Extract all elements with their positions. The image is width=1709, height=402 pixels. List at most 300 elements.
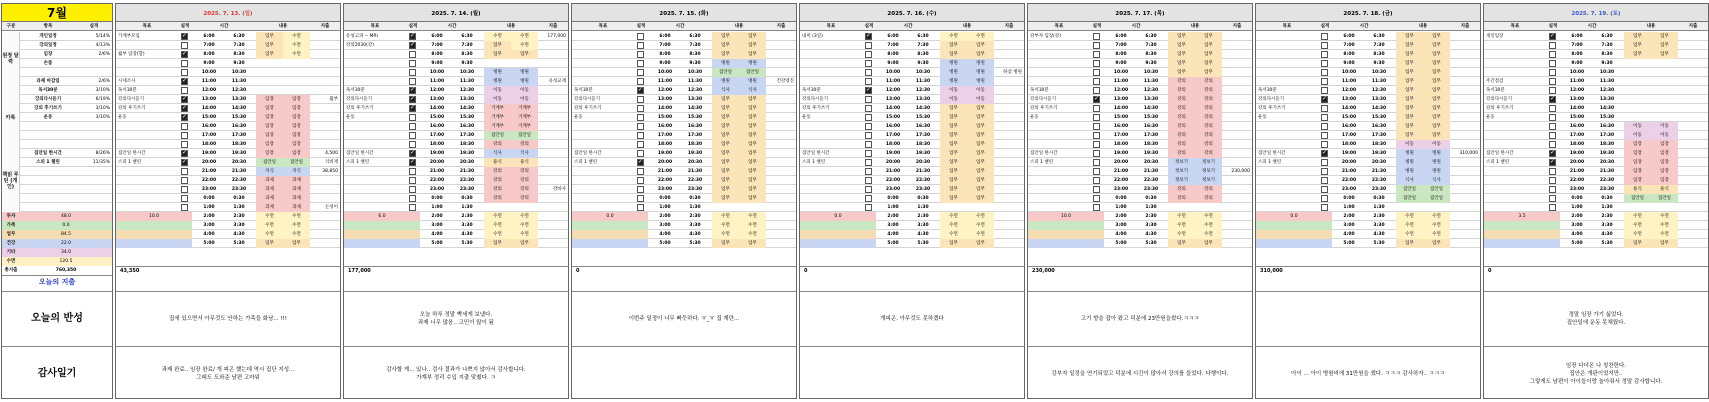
activity-cell[interactable]: 업무 xyxy=(940,131,967,140)
expense-cell[interactable] xyxy=(1450,122,1480,131)
activity-cell[interactable]: 업무 xyxy=(739,158,766,167)
done-checkbox[interactable] xyxy=(865,114,872,121)
expense-cell[interactable] xyxy=(994,176,1024,185)
activity-cell[interactable]: 업무 xyxy=(283,239,310,248)
activity-cell[interactable]: 정보기 xyxy=(1195,176,1222,185)
activity-cell[interactable]: 업무 xyxy=(256,239,283,248)
activity-cell[interactable]: 업무 xyxy=(256,50,283,59)
activity-cell[interactable]: 업무 xyxy=(1168,50,1195,59)
activity-cell[interactable]: 업무 xyxy=(1423,104,1450,113)
expense-cell[interactable] xyxy=(766,239,796,248)
activity-cell[interactable]: 수면 xyxy=(283,212,310,221)
activity-cell[interactable] xyxy=(283,59,310,68)
activity-cell[interactable]: 과제 xyxy=(256,203,283,212)
activity-cell[interactable]: 업무 xyxy=(1396,104,1423,113)
expense-cell[interactable] xyxy=(1222,212,1252,221)
activity-cell[interactable]: 강의 xyxy=(1168,194,1195,203)
activity-cell[interactable]: 업무 xyxy=(1624,32,1651,41)
activity-cell[interactable]: 업무 xyxy=(1423,239,1450,248)
activity-cell[interactable]: 병원 xyxy=(967,59,994,68)
activity-cell[interactable]: 업무 xyxy=(967,113,994,122)
done-checkbox[interactable] xyxy=(637,105,644,112)
expense-cell[interactable] xyxy=(538,221,568,230)
done-checkbox[interactable] xyxy=(1549,105,1556,112)
activity-cell[interactable]: 과제 xyxy=(283,176,310,185)
activity-cell[interactable]: 임장 xyxy=(1651,167,1678,176)
expense-cell[interactable] xyxy=(1222,158,1252,167)
activity-cell[interactable]: 거계부 xyxy=(484,113,511,122)
expense-cell[interactable] xyxy=(766,167,796,176)
activity-cell[interactable]: 업무 xyxy=(967,149,994,158)
activity-cell[interactable]: 수면 xyxy=(484,230,511,239)
activity-cell[interactable]: 강의 xyxy=(1195,104,1222,113)
activity-cell[interactable]: 업무 xyxy=(1423,32,1450,41)
expense-cell[interactable] xyxy=(1222,140,1252,149)
activity-cell[interactable]: 업무 xyxy=(1396,77,1423,86)
done-checkbox[interactable] xyxy=(637,132,644,139)
activity-cell[interactable]: 거계부 xyxy=(511,113,538,122)
expense-cell[interactable]: 강바사 xyxy=(552,187,566,192)
done-checkbox[interactable] xyxy=(1549,69,1556,76)
expense-cell[interactable] xyxy=(1678,149,1708,158)
expense-cell[interactable] xyxy=(766,113,796,122)
activity-cell[interactable]: 수면 xyxy=(1651,230,1678,239)
activity-cell[interactable]: 병원 xyxy=(1423,167,1450,176)
activity-cell[interactable]: 강의 xyxy=(1168,77,1195,86)
expense-cell[interactable] xyxy=(1678,68,1708,77)
activity-cell[interactable]: 병원 xyxy=(484,77,511,86)
activity-cell[interactable]: 집안일 xyxy=(1423,194,1450,203)
activity-cell[interactable]: 임장 xyxy=(256,95,283,104)
expense-cell[interactable] xyxy=(310,221,340,230)
done-checkbox[interactable] xyxy=(1321,159,1328,166)
expense-cell[interactable] xyxy=(1450,167,1480,176)
done-checkbox[interactable] xyxy=(637,177,644,184)
activity-cell[interactable]: 업무 xyxy=(1651,41,1678,50)
done-checkbox[interactable] xyxy=(1321,105,1328,112)
expense-cell[interactable] xyxy=(538,149,568,158)
expense-cell[interactable] xyxy=(1222,86,1252,95)
expense-cell[interactable] xyxy=(1222,185,1252,194)
activity-cell[interactable]: 수면 xyxy=(1651,212,1678,221)
expense-cell[interactable] xyxy=(1450,41,1480,50)
activity-cell[interactable] xyxy=(1624,86,1651,95)
done-checkbox[interactable] xyxy=(865,195,872,202)
activity-cell[interactable]: 업무 xyxy=(739,131,766,140)
activity-cell[interactable]: 업무 xyxy=(1168,41,1195,50)
activity-cell[interactable]: 강의 xyxy=(1195,77,1222,86)
activity-cell[interactable]: 업무 xyxy=(1195,239,1222,248)
activity-cell[interactable]: 강의 xyxy=(1195,86,1222,95)
activity-cell[interactable]: 강의 xyxy=(511,167,538,176)
activity-cell[interactable]: 수면 xyxy=(1168,221,1195,230)
activity-cell[interactable]: 업무 xyxy=(712,140,739,149)
done-checkbox[interactable] xyxy=(181,33,188,40)
done-checkbox[interactable] xyxy=(1093,69,1100,76)
activity-cell[interactable]: 강의 xyxy=(1168,113,1195,122)
done-checkbox[interactable] xyxy=(1549,168,1556,175)
expense-cell[interactable] xyxy=(1450,32,1480,41)
activity-cell[interactable]: 업무 xyxy=(940,41,967,50)
expense-cell[interactable] xyxy=(538,140,568,149)
done-checkbox[interactable] xyxy=(865,186,872,193)
activity-cell[interactable]: 업무 xyxy=(739,185,766,194)
expense-cell[interactable]: 4,500 xyxy=(325,151,338,156)
activity-cell[interactable]: 이동 xyxy=(940,86,967,95)
activity-cell[interactable]: 업무 xyxy=(967,239,994,248)
activity-cell[interactable]: 수면 xyxy=(283,230,310,239)
activity-cell[interactable]: 수면 xyxy=(283,32,310,41)
done-checkbox[interactable] xyxy=(1549,177,1556,184)
done-checkbox[interactable] xyxy=(409,195,416,202)
done-checkbox[interactable] xyxy=(409,132,416,139)
done-checkbox[interactable] xyxy=(865,60,872,67)
activity-cell[interactable]: 집안일 xyxy=(511,131,538,140)
expense-cell[interactable] xyxy=(1450,86,1480,95)
activity-cell[interactable]: 수면 xyxy=(1624,221,1651,230)
day-reflection[interactable]: 고기 향을 잡아 왔고 덕분에 23만원을썼다.ㅋㅋㅋ xyxy=(1028,291,1252,346)
done-checkbox[interactable] xyxy=(1093,150,1100,157)
activity-cell[interactable]: 업무 xyxy=(256,41,283,50)
expense-cell[interactable] xyxy=(1450,77,1480,86)
activity-cell[interactable]: 업무 xyxy=(1423,50,1450,59)
done-checkbox[interactable] xyxy=(181,195,188,202)
expense-cell[interactable] xyxy=(1450,203,1480,212)
activity-cell[interactable]: 업무 xyxy=(511,239,538,248)
done-checkbox[interactable] xyxy=(1549,96,1556,103)
expense-cell[interactable] xyxy=(1222,104,1252,113)
activity-cell[interactable]: 업무 xyxy=(1396,122,1423,131)
activity-cell[interactable]: 집안일 xyxy=(283,158,310,167)
day-gratitude[interactable]: 감사할 게... 있나.. 검사 결과가 나쁘지 않아서 감사합니다. 가계부 정리 수입 지출 맞췄다. ㅋ xyxy=(344,346,568,400)
done-checkbox[interactable] xyxy=(409,177,416,184)
expense-cell[interactable] xyxy=(994,230,1024,239)
activity-cell[interactable]: 수면 xyxy=(1624,212,1651,221)
expense-cell[interactable] xyxy=(994,203,1024,212)
done-checkbox[interactable] xyxy=(409,105,416,112)
activity-cell[interactable]: 수면 xyxy=(739,230,766,239)
activity-cell[interactable]: 강의 xyxy=(1195,185,1222,194)
activity-cell[interactable]: 수면 xyxy=(940,32,967,41)
expense-cell[interactable]: 310,000 xyxy=(1459,151,1478,156)
done-checkbox[interactable] xyxy=(1549,150,1556,157)
activity-cell[interactable]: 업무 xyxy=(712,176,739,185)
activity-cell[interactable]: 강의 xyxy=(1195,113,1222,122)
activity-cell[interactable]: 이동 xyxy=(511,86,538,95)
activity-cell[interactable]: 수면 xyxy=(256,230,283,239)
done-checkbox[interactable] xyxy=(181,60,188,67)
activity-cell[interactable]: 이동 xyxy=(967,86,994,95)
activity-cell[interactable] xyxy=(484,59,511,68)
activity-cell[interactable]: 임장 xyxy=(1624,140,1651,149)
done-checkbox[interactable] xyxy=(637,33,644,40)
expense-cell[interactable]: 230,000 xyxy=(1231,169,1250,174)
activity-cell[interactable] xyxy=(256,59,283,68)
expense-cell[interactable] xyxy=(766,86,796,95)
expense-cell[interactable] xyxy=(538,131,568,140)
expense-cell[interactable] xyxy=(766,32,796,41)
activity-cell[interactable]: 수면 xyxy=(283,221,310,230)
done-checkbox[interactable] xyxy=(1321,186,1328,193)
done-checkbox[interactable] xyxy=(409,186,416,193)
done-checkbox[interactable] xyxy=(1093,114,1100,121)
expense-cell[interactable] xyxy=(1678,158,1708,167)
activity-cell[interactable]: 식사 xyxy=(1423,176,1450,185)
expense-cell[interactable] xyxy=(766,68,796,77)
activity-cell[interactable]: 수면 xyxy=(967,221,994,230)
activity-cell[interactable]: 업무 xyxy=(1168,32,1195,41)
expense-cell[interactable] xyxy=(1222,77,1252,86)
activity-cell[interactable]: 임장 xyxy=(283,95,310,104)
activity-cell[interactable]: 업무 xyxy=(1396,32,1423,41)
activity-cell[interactable]: 업무 xyxy=(1423,86,1450,95)
expense-cell[interactable] xyxy=(1222,239,1252,248)
activity-cell[interactable]: 업무 xyxy=(1396,86,1423,95)
expense-cell[interactable] xyxy=(1450,185,1480,194)
day-gratitude[interactable]: 과제 완료.. 임장 완료/ 개 피곤 했는데 역시 집단 지성... 그래도 도와준 남편 고마워 xyxy=(116,346,340,400)
activity-cell[interactable]: 정보기 xyxy=(1168,158,1195,167)
done-checkbox[interactable] xyxy=(181,168,188,175)
activity-cell[interactable]: 업무 xyxy=(1651,32,1678,41)
done-checkbox[interactable] xyxy=(409,150,416,157)
done-checkbox[interactable] xyxy=(1321,141,1328,148)
expense-cell[interactable] xyxy=(1450,212,1480,221)
expense-cell[interactable] xyxy=(538,167,568,176)
expense-cell[interactable] xyxy=(1222,41,1252,50)
done-checkbox[interactable] xyxy=(637,42,644,49)
expense-cell[interactable] xyxy=(1678,95,1708,104)
activity-cell[interactable]: 업무 xyxy=(967,158,994,167)
day-gratitude[interactable] xyxy=(572,346,796,400)
expense-cell[interactable] xyxy=(766,185,796,194)
expense-cell[interactable] xyxy=(1450,158,1480,167)
activity-cell[interactable]: 업무 xyxy=(739,167,766,176)
expense-cell[interactable] xyxy=(538,68,568,77)
done-checkbox[interactable] xyxy=(181,177,188,184)
done-checkbox[interactable] xyxy=(1093,141,1100,148)
expense-cell[interactable] xyxy=(994,59,1024,68)
activity-cell[interactable]: 수면 xyxy=(1168,230,1195,239)
expense-cell[interactable] xyxy=(1450,59,1480,68)
activity-cell[interactable] xyxy=(1651,68,1678,77)
expense-cell[interactable] xyxy=(538,41,568,50)
activity-cell[interactable]: 업무 xyxy=(940,185,967,194)
expense-cell[interactable] xyxy=(766,149,796,158)
expense-cell[interactable]: 하셨 병원 xyxy=(1003,70,1022,75)
expense-cell[interactable] xyxy=(994,113,1024,122)
expense-cell[interactable] xyxy=(1678,113,1708,122)
activity-cell[interactable]: 정보기 xyxy=(1168,176,1195,185)
expense-cell[interactable] xyxy=(1450,104,1480,113)
done-checkbox[interactable] xyxy=(1093,204,1100,211)
activity-cell[interactable]: 업무 xyxy=(739,104,766,113)
done-checkbox[interactable] xyxy=(865,42,872,49)
activity-cell[interactable]: 업무 xyxy=(967,50,994,59)
activity-cell[interactable]: 이동 xyxy=(1624,122,1651,131)
done-checkbox[interactable] xyxy=(181,42,188,49)
activity-cell[interactable]: 업무 xyxy=(712,41,739,50)
activity-cell[interactable]: 강의 xyxy=(1168,149,1195,158)
activity-cell[interactable] xyxy=(1396,203,1423,212)
activity-cell[interactable] xyxy=(511,203,538,212)
activity-cell[interactable] xyxy=(1624,77,1651,86)
expense-cell[interactable]: 월부 xyxy=(329,97,338,102)
activity-cell[interactable] xyxy=(256,68,283,77)
activity-cell[interactable]: 강의 xyxy=(1168,140,1195,149)
expense-cell[interactable] xyxy=(994,194,1024,203)
activity-cell[interactable]: 강의 xyxy=(1168,104,1195,113)
activity-cell[interactable]: 업무 xyxy=(712,50,739,59)
activity-cell[interactable]: 업무 xyxy=(739,176,766,185)
activity-cell[interactable]: 이동 xyxy=(1423,140,1450,149)
expense-cell[interactable] xyxy=(1678,230,1708,239)
activity-cell[interactable]: 임장 xyxy=(256,113,283,122)
activity-cell[interactable]: 업무 xyxy=(739,140,766,149)
done-checkbox[interactable] xyxy=(1549,204,1556,211)
activity-cell[interactable]: 업무 xyxy=(1396,50,1423,59)
expense-cell[interactable] xyxy=(310,140,340,149)
activity-cell[interactable] xyxy=(283,68,310,77)
done-checkbox[interactable] xyxy=(1321,177,1328,184)
expense-cell[interactable]: 건강영진 xyxy=(776,79,794,84)
done-checkbox[interactable] xyxy=(409,96,416,103)
expense-cell[interactable] xyxy=(994,158,1024,167)
activity-cell[interactable]: 업무 xyxy=(1168,239,1195,248)
expense-cell[interactable] xyxy=(766,176,796,185)
activity-cell[interactable]: 업무 xyxy=(967,104,994,113)
done-checkbox[interactable] xyxy=(865,69,872,76)
activity-cell[interactable]: 이동 xyxy=(484,95,511,104)
expense-cell[interactable] xyxy=(1678,185,1708,194)
expense-cell[interactable] xyxy=(310,104,340,113)
activity-cell[interactable]: 업무 xyxy=(739,95,766,104)
activity-cell[interactable]: 업무 xyxy=(967,122,994,131)
activity-cell[interactable]: 수면 xyxy=(712,212,739,221)
activity-cell[interactable]: 병원 xyxy=(712,77,739,86)
activity-cell[interactable]: 식사 xyxy=(511,149,538,158)
activity-cell[interactable]: 업무 xyxy=(1423,113,1450,122)
activity-cell[interactable]: 임장 xyxy=(1651,176,1678,185)
expense-cell[interactable] xyxy=(538,203,568,212)
activity-cell[interactable]: 강의 xyxy=(484,185,511,194)
activity-cell[interactable]: 병원 xyxy=(1396,167,1423,176)
activity-cell[interactable]: 강의 xyxy=(1195,131,1222,140)
activity-cell[interactable]: 수면 xyxy=(283,50,310,59)
expense-cell[interactable]: 돈성이 xyxy=(324,205,338,210)
expense-cell[interactable] xyxy=(994,95,1024,104)
expense-cell[interactable] xyxy=(994,212,1024,221)
done-checkbox[interactable] xyxy=(865,141,872,148)
activity-cell[interactable]: 수면 xyxy=(1168,212,1195,221)
expense-cell[interactable] xyxy=(538,104,568,113)
expense-cell[interactable] xyxy=(1678,50,1708,59)
activity-cell[interactable]: 식사 xyxy=(484,149,511,158)
done-checkbox[interactable] xyxy=(1321,114,1328,121)
expense-cell[interactable] xyxy=(1222,59,1252,68)
done-checkbox[interactable] xyxy=(181,141,188,148)
activity-cell[interactable]: 이동 xyxy=(940,95,967,104)
expense-cell[interactable] xyxy=(1678,122,1708,131)
expense-cell[interactable] xyxy=(1222,50,1252,59)
done-checkbox[interactable] xyxy=(181,87,188,94)
expense-cell[interactable] xyxy=(1678,194,1708,203)
done-checkbox[interactable] xyxy=(409,42,416,49)
expense-cell[interactable] xyxy=(1678,104,1708,113)
activity-cell[interactable]: 병원 xyxy=(1423,149,1450,158)
expense-cell[interactable] xyxy=(538,158,568,167)
activity-cell[interactable]: 임장 xyxy=(256,140,283,149)
activity-cell[interactable]: 병원 xyxy=(1396,149,1423,158)
expense-cell[interactable] xyxy=(994,221,1024,230)
activity-cell[interactable]: 거계부 xyxy=(511,104,538,113)
activity-cell[interactable]: 이동 xyxy=(967,95,994,104)
expense-cell[interactable] xyxy=(1222,176,1252,185)
done-checkbox[interactable] xyxy=(1549,195,1556,202)
done-checkbox[interactable] xyxy=(1093,96,1100,103)
activity-cell[interactable]: 병원 xyxy=(940,59,967,68)
activity-cell[interactable]: 임장 xyxy=(283,131,310,140)
done-checkbox[interactable] xyxy=(1321,78,1328,85)
expense-cell[interactable] xyxy=(1678,131,1708,140)
activity-cell[interactable]: 업무 xyxy=(1423,95,1450,104)
done-checkbox[interactable] xyxy=(1093,177,1100,184)
activity-cell[interactable]: 업무 xyxy=(1168,59,1195,68)
activity-cell[interactable]: 업무 xyxy=(739,122,766,131)
activity-cell[interactable]: 수면 xyxy=(940,212,967,221)
activity-cell[interactable]: 임장 xyxy=(1651,149,1678,158)
activity-cell[interactable]: 병원 xyxy=(511,77,538,86)
activity-cell[interactable]: 업무 xyxy=(967,185,994,194)
expense-cell[interactable] xyxy=(1222,131,1252,140)
activity-cell[interactable]: 병원 xyxy=(967,68,994,77)
done-checkbox[interactable] xyxy=(1321,195,1328,202)
activity-cell[interactable]: 집안일 xyxy=(256,158,283,167)
done-checkbox[interactable] xyxy=(865,123,872,130)
activity-cell[interactable]: 업무 xyxy=(1423,68,1450,77)
expense-cell[interactable] xyxy=(994,104,1024,113)
expense-cell[interactable] xyxy=(766,104,796,113)
expense-cell[interactable] xyxy=(538,212,568,221)
expense-cell[interactable] xyxy=(538,113,568,122)
expense-cell[interactable] xyxy=(1678,59,1708,68)
activity-cell[interactable]: 업무 xyxy=(1396,68,1423,77)
activity-cell[interactable]: 강의 xyxy=(1195,194,1222,203)
expense-cell[interactable] xyxy=(538,230,568,239)
done-checkbox[interactable] xyxy=(409,114,416,121)
activity-cell[interactable]: 업무 xyxy=(712,167,739,176)
activity-cell[interactable]: 용식 xyxy=(484,158,511,167)
day-reflection[interactable]: 정말 임장 가기 싫었다. 집안일에 운동 못채웠다. xyxy=(1484,291,1708,346)
activity-cell[interactable]: 집안일 xyxy=(712,68,739,77)
activity-cell[interactable]: 업무 xyxy=(1423,59,1450,68)
activity-cell[interactable]: 병원 xyxy=(511,68,538,77)
activity-cell[interactable]: 수면 xyxy=(511,32,538,41)
activity-cell[interactable]: 업무 xyxy=(739,194,766,203)
activity-cell[interactable]: 업무 xyxy=(712,95,739,104)
done-checkbox[interactable] xyxy=(1321,60,1328,67)
activity-cell[interactable]: 강의 xyxy=(484,140,511,149)
done-checkbox[interactable] xyxy=(409,168,416,175)
done-checkbox[interactable] xyxy=(181,186,188,193)
expense-cell[interactable] xyxy=(1222,32,1252,41)
activity-cell[interactable]: 업무 xyxy=(712,113,739,122)
expense-cell[interactable] xyxy=(538,176,568,185)
activity-cell[interactable]: 수면 xyxy=(1195,221,1222,230)
activity-cell[interactable]: 강의 xyxy=(1195,95,1222,104)
expense-cell[interactable] xyxy=(310,131,340,140)
activity-cell[interactable]: 수면 xyxy=(1624,230,1651,239)
done-checkbox[interactable] xyxy=(181,69,188,76)
